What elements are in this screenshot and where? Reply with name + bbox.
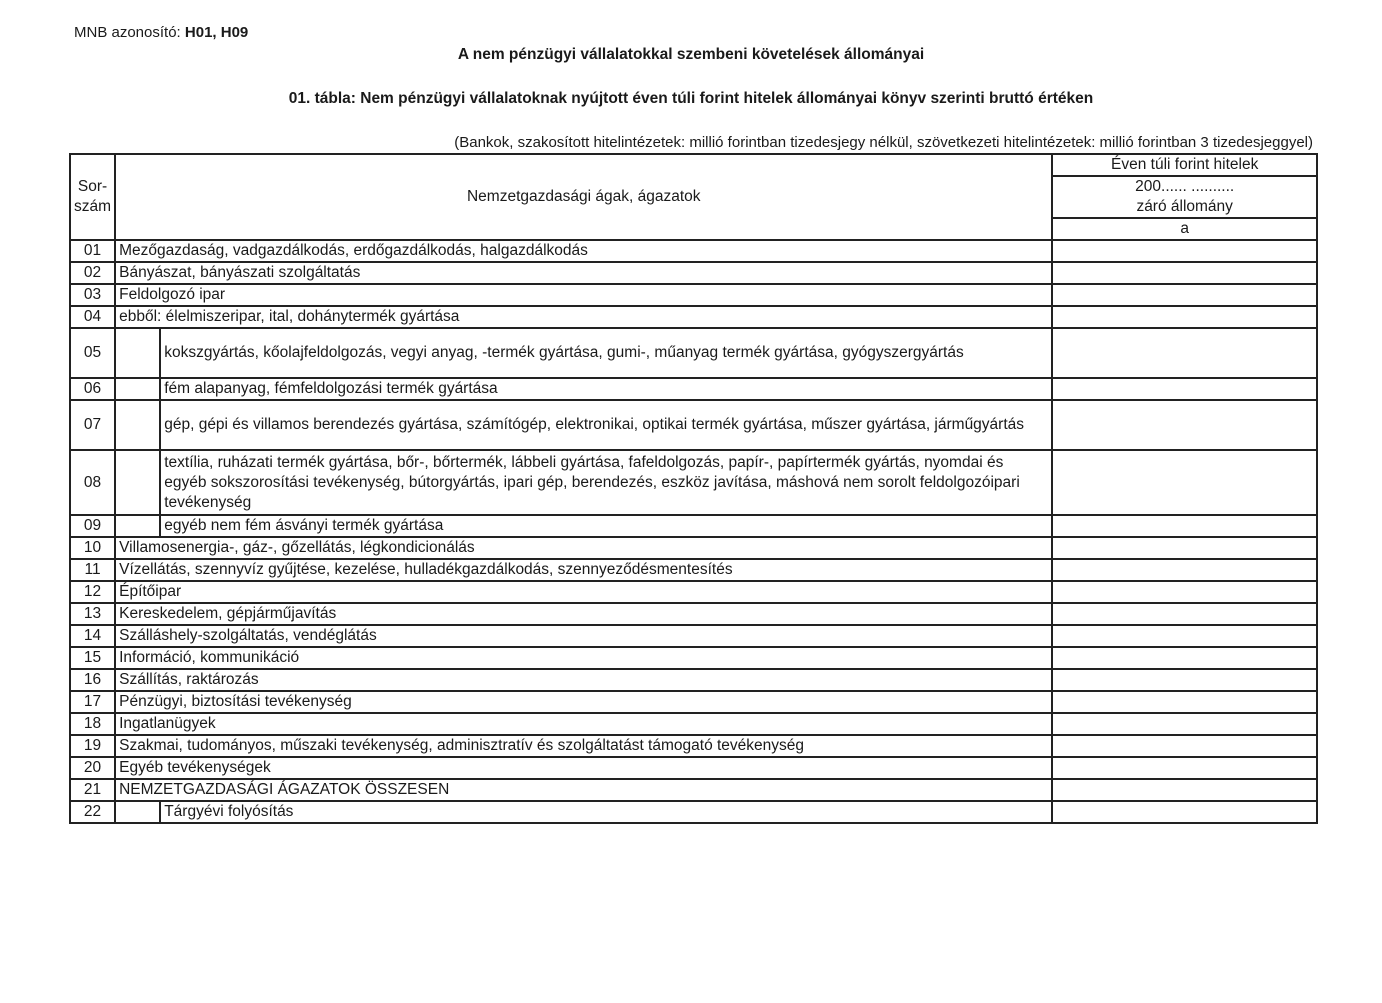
table-row <box>70 559 1317 581</box>
value-cell[interactable] <box>1052 581 1317 603</box>
row-label: Szakmai, tudományos, műszaki tevékenység, adminisztratív és szolgáltatást támogató tevékenység <box>115 735 1052 757</box>
table-row <box>70 328 1317 378</box>
table-title: 01. tábla: Nem pénzügyi vállalatoknak nyújtott éven túli forint hitelek állományai könyv szerinti bruttó értéken <box>288 90 1094 107</box>
row-number: 12 <box>70 581 115 603</box>
row-number: 10 <box>70 537 115 559</box>
row-label: Ingatlanügyek <box>115 713 1052 735</box>
table-row <box>70 713 1317 735</box>
value-cell[interactable] <box>1052 603 1317 625</box>
row-number: 03 <box>70 284 115 306</box>
table-row <box>70 515 1317 537</box>
value-cell[interactable] <box>1052 515 1317 537</box>
table-row <box>70 450 1317 515</box>
indent-cell <box>115 400 160 450</box>
row-number: 19 <box>70 735 115 757</box>
table-row <box>70 262 1317 284</box>
indent-cell <box>115 328 160 378</box>
table-row <box>70 603 1317 625</box>
row-label: Építőipar <box>115 581 1052 603</box>
unit-note: (Bankok, szakosított hitelintézetek: millió forintban tizedesjegy nélkül, szövetkezeti hitelintézetek: millió forintban 3 tizedesjeggyel) <box>454 134 1313 151</box>
loans-table <box>69 153 1318 824</box>
mnb-label: MNB azonosító: <box>74 24 181 41</box>
value-cell[interactable] <box>1052 378 1317 400</box>
row-number: 08 <box>70 450 115 515</box>
value-cell[interactable] <box>1052 559 1317 581</box>
value-cell[interactable] <box>1052 537 1317 559</box>
row-number: 18 <box>70 713 115 735</box>
row-label: Feldolgozó ipar <box>115 284 1052 306</box>
row-number: 01 <box>70 240 115 262</box>
table-row <box>70 735 1317 757</box>
indent-cell <box>115 515 160 537</box>
row-label: fém alapanyag, fémfeldolgozási termék gyártása <box>160 378 1052 400</box>
row-label: Szálláshely-szolgáltatás, vendéglátás <box>115 625 1052 647</box>
table-row <box>70 779 1317 801</box>
value-cell[interactable] <box>1052 669 1317 691</box>
row-number: 22 <box>70 801 115 823</box>
row-label: ebből: élelmiszeripar, ital, dohánytermék gyártása <box>115 306 1052 328</box>
value-cell[interactable] <box>1052 757 1317 779</box>
row-number: 14 <box>70 625 115 647</box>
row-number: 17 <box>70 691 115 713</box>
header-sorszam <box>70 154 115 240</box>
header-agak: Nemzetgazdasági ágak, ágazatok <box>115 154 1052 240</box>
value-cell[interactable] <box>1052 328 1317 378</box>
row-label: textília, ruházati termék gyártása, bőr-, bőrtermék, lábbeli gyártása, fafeldolgozás, papír-, papírtermék gyártás, nyomdai és egyéb sokszorosítási tevékenység, bútorgyártás, ipari gép, berendezés, eszköz javítása, máshová nem sorolt feldolgozóipari tevékenység <box>160 450 1052 515</box>
value-cell[interactable] <box>1052 779 1317 801</box>
indent-cell <box>115 450 160 515</box>
table-row <box>70 306 1317 328</box>
row-label: Pénzügyi, biztosítási tevékenység <box>115 691 1052 713</box>
row-label: Villamosenergia-, gáz-, gőzellátás, légkondicionálás <box>115 537 1052 559</box>
row-number: 09 <box>70 515 115 537</box>
row-label: Mezőgazdaság, vadgazdálkodás, erdőgazdálkodás, halgazdálkodás <box>115 240 1052 262</box>
row-label: Bányászat, bányászati szolgáltatás <box>115 262 1052 284</box>
value-cell[interactable] <box>1052 450 1317 515</box>
row-number: 11 <box>70 559 115 581</box>
row-label: Vízellátás, szennyvíz gyűjtése, kezelése, hulladékgazdálkodás, szennyeződésmentesítés <box>115 559 1052 581</box>
row-label: egyéb nem fém ásványi termék gyártása <box>160 515 1052 537</box>
value-cell[interactable] <box>1052 691 1317 713</box>
value-cell[interactable] <box>1052 625 1317 647</box>
table-row <box>70 378 1317 400</box>
value-cell[interactable] <box>1052 647 1317 669</box>
row-number: 05 <box>70 328 115 378</box>
row-number: 21 <box>70 779 115 801</box>
row-number: 20 <box>70 757 115 779</box>
row-number: 13 <box>70 603 115 625</box>
header-sorszam-line1: Sor- <box>77 178 108 195</box>
value-cell[interactable] <box>1052 801 1317 823</box>
value-cell[interactable] <box>1052 240 1317 262</box>
value-cell[interactable] <box>1052 306 1317 328</box>
table-row <box>70 400 1317 450</box>
row-label: Egyéb tevékenységek <box>115 757 1052 779</box>
header-value-code: a <box>1052 218 1317 240</box>
row-label: kokszgyártás, kőolajfeldolgozás, vegyi anyag, -termék gyártása, gumi-, műanyag termék gyártása, gyógyszergyártás <box>160 328 1052 378</box>
row-number: 04 <box>70 306 115 328</box>
mnb-identifier <box>74 24 248 41</box>
header-value-title: Éven túli forint hitelek <box>1052 154 1317 176</box>
indent-cell <box>115 378 160 400</box>
row-number: 07 <box>70 400 115 450</box>
header-sorszam-line2: szám <box>74 198 112 215</box>
row-number: 16 <box>70 669 115 691</box>
table-row <box>70 647 1317 669</box>
header-value-sub: záró állomány <box>1052 197 1317 218</box>
row-label: Szállítás, raktározás <box>115 669 1052 691</box>
row-number: 15 <box>70 647 115 669</box>
page-title: A nem pénzügyi vállalatokkal szembeni követelések állományai <box>457 46 925 63</box>
table-row <box>70 801 1317 823</box>
table-row <box>70 625 1317 647</box>
value-cell[interactable] <box>1052 284 1317 306</box>
table-row <box>70 581 1317 603</box>
value-cell[interactable] <box>1052 262 1317 284</box>
row-label: Tárgyévi folyósítás <box>160 801 1052 823</box>
table-row <box>70 537 1317 559</box>
row-label: NEMZETGAZDASÁGI ÁGAZATOK ÖSSZESEN <box>115 779 1052 801</box>
indent-cell <box>115 801 160 823</box>
table-row <box>70 691 1317 713</box>
value-cell[interactable] <box>1052 735 1317 757</box>
row-label: Kereskedelem, gépjárműjavítás <box>115 603 1052 625</box>
row-label: Információ, kommunikáció <box>115 647 1052 669</box>
value-cell[interactable] <box>1052 400 1317 450</box>
row-number: 06 <box>70 378 115 400</box>
table-row <box>70 240 1317 262</box>
table-row <box>70 757 1317 779</box>
row-label: gép, gépi és villamos berendezés gyártása, számítógép, elektronikai, optikai termék gyártása, műszer gyártása, járműgyártás <box>160 400 1052 450</box>
table-row <box>70 284 1317 306</box>
row-number: 02 <box>70 262 115 284</box>
value-cell[interactable] <box>1052 713 1317 735</box>
header-value-year[interactable]: 200...... .......... <box>1052 176 1317 197</box>
table-row <box>70 669 1317 691</box>
mnb-codes: H01, H09 <box>184 24 249 41</box>
